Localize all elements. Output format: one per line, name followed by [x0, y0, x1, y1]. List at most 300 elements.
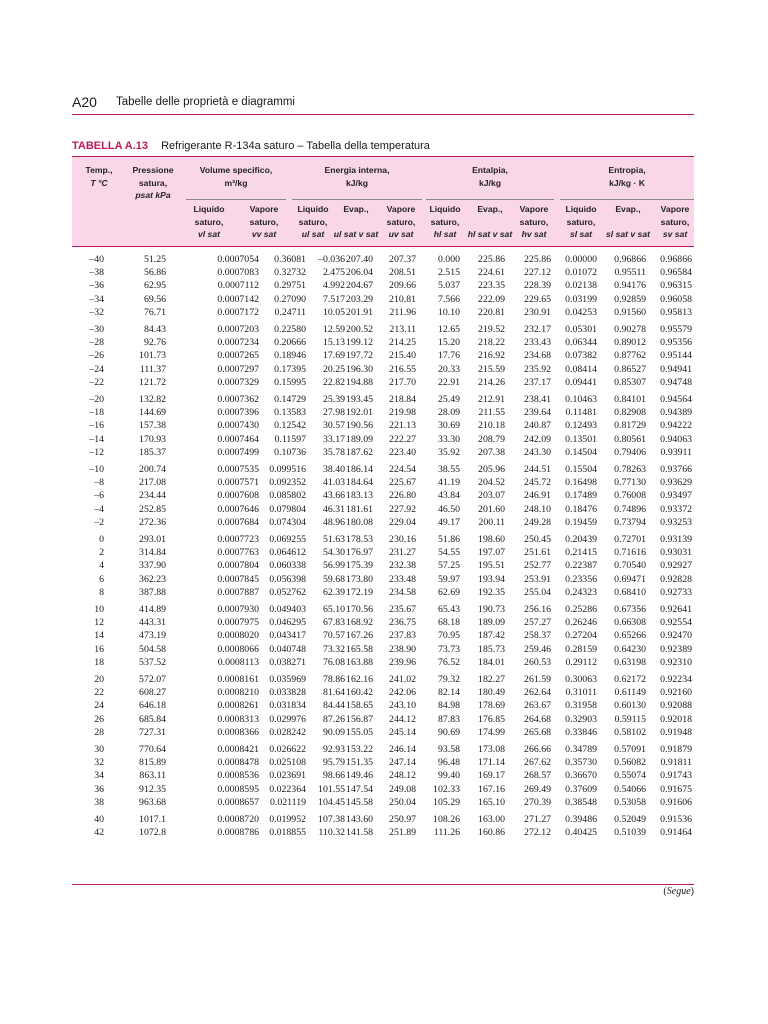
table-cell: 0.029976	[269, 713, 306, 725]
table-cell: 84.98	[437, 700, 460, 712]
table-cell: 0.90278	[614, 324, 646, 335]
table-cell: 56.99	[322, 560, 345, 572]
table-cell: 245.14	[389, 726, 416, 738]
table-cell: 265.68	[524, 726, 551, 738]
table-cell: 271.27	[524, 814, 551, 825]
table-cell: 201.91	[346, 306, 373, 318]
table-cell: 247.14	[389, 757, 416, 769]
table-cell: 0.38548	[565, 796, 597, 808]
table-cell: 1072.8	[139, 827, 166, 839]
table-cell: 243.10	[389, 700, 416, 712]
table-cell: 163.88	[346, 656, 373, 668]
table-cell: –24	[89, 363, 104, 375]
table-cell: 141.58	[346, 827, 373, 839]
table-cell: 121.72	[139, 376, 166, 388]
table-cell: 187.62	[346, 446, 373, 458]
table-cell: 230.16	[389, 534, 416, 545]
table-cell: 227.92	[389, 503, 416, 515]
table-cell: 0.0007845	[217, 573, 259, 585]
table-cell: 233.43	[524, 337, 551, 349]
table-cell: 76.71	[143, 306, 166, 318]
energy-group-rule	[292, 199, 422, 200]
table-cell: 0.15504	[565, 464, 597, 475]
table-cell: 0.0007723	[217, 534, 259, 545]
table-cell: 183.13	[346, 490, 373, 502]
table-cell: 250.04	[389, 796, 416, 808]
table-cell: 0.55074	[614, 770, 646, 782]
table-cell: 144.69	[139, 407, 166, 419]
table-cell: 0.049403	[269, 604, 306, 615]
table-cell: 0.96866	[660, 254, 692, 265]
table-cell: 0.0007362	[217, 394, 259, 405]
table-cell: 78.86	[322, 674, 345, 685]
table-cell: 248.10	[524, 503, 551, 515]
table-cell: 252.77	[524, 560, 551, 572]
table-cell: 0.92234	[660, 674, 692, 685]
table-cell: 10	[94, 604, 104, 615]
table-cell: 38.40	[322, 464, 345, 475]
table-cell: 0.0007083	[217, 267, 259, 279]
table-cell: –38	[89, 267, 104, 279]
table-cell: 220.81	[478, 306, 505, 318]
table-row	[0, 434, 768, 446]
table-cell: 0.33846	[565, 726, 597, 738]
table-cell: 207.40	[346, 254, 373, 265]
table-cell: 181.61	[346, 503, 373, 515]
table-cell: 0.80561	[614, 433, 646, 445]
table-cell: 263.67	[524, 700, 551, 712]
table-cell: 217.08	[139, 477, 166, 489]
table-cell: 0.36670	[565, 770, 597, 782]
table-cell: 0.018855	[269, 827, 306, 839]
table-cell: 231.27	[389, 547, 416, 559]
table-cell: 0.94176	[614, 280, 646, 292]
subheader-8: Vapore saturo, hv sat	[519, 204, 549, 239]
table-cell: –2	[94, 516, 104, 528]
table-cell: 56.86	[143, 267, 166, 279]
table-cell: 4.992	[322, 280, 345, 292]
table-cell: 259.46	[524, 643, 551, 655]
table-cell: 90.09	[322, 726, 345, 738]
table-cell: 15.20	[437, 337, 460, 349]
table-cell: 225.86	[524, 254, 551, 265]
table-cell: 0.25286	[565, 604, 597, 615]
table-cell: 207.38	[478, 446, 505, 458]
table-cell: 0.0008786	[217, 827, 259, 839]
table-cell: 36	[94, 783, 104, 795]
table-cell: –34	[89, 293, 104, 305]
subheader-9: Liquido saturo, sl sat	[565, 204, 597, 239]
table-cell: 272.36	[139, 516, 166, 528]
table-cell: 0.085802	[269, 490, 306, 502]
table-cell: 219.98	[389, 407, 416, 419]
table-cell: 0.91948	[660, 726, 692, 738]
table-row	[0, 814, 768, 826]
table-cell: 174.99	[478, 726, 505, 738]
table-cell: 235.92	[524, 363, 551, 375]
table-cell: 0.023691	[269, 770, 306, 782]
table-cell: 38	[94, 796, 104, 808]
table-cell: 243.30	[524, 446, 551, 458]
table-cell: 70.57	[322, 630, 345, 642]
table-cell: 0.01072	[565, 267, 597, 279]
table-cell: 208.79	[478, 433, 505, 445]
table-cell: 33.17	[322, 433, 345, 445]
table-cell: 229.04	[389, 516, 416, 528]
table-cell: 646.18	[139, 700, 166, 712]
table-cell: 30.69	[437, 420, 460, 432]
table-cell: 0.91606	[660, 796, 692, 808]
table-cell: 225.86	[478, 254, 505, 265]
table-cell: 18	[94, 656, 104, 668]
table-cell: 211.96	[389, 306, 416, 318]
table-cell: –20	[89, 394, 104, 405]
table-cell: 0.93253	[660, 516, 692, 528]
table-cell: 0.92554	[660, 617, 692, 629]
table-cell: 209.66	[389, 280, 416, 292]
table-cell: 0.79406	[614, 446, 646, 458]
table-cell: 12.59	[322, 324, 345, 335]
table-cell: 258.37	[524, 630, 551, 642]
table-cell: 173.08	[478, 744, 505, 755]
table-cell: 0.0007054	[217, 254, 259, 265]
table-cell: 0.34789	[565, 744, 597, 755]
table-cell: 0.87762	[614, 350, 646, 362]
table-row	[0, 574, 768, 586]
table-cell: 0.93911	[660, 446, 692, 458]
table-cell: 190.73	[478, 604, 505, 615]
table-cell: 0.0008720	[217, 814, 259, 825]
subheader-3: Liquido saturo, ul sat	[297, 204, 329, 239]
table-cell: 111.26	[433, 827, 460, 839]
table-cell: 207.37	[389, 254, 416, 265]
table-cell: 0.0007142	[217, 293, 259, 305]
table-cell: 0.0007646	[217, 503, 259, 515]
table-cell: 0.40425	[565, 827, 597, 839]
table-cell: 0.031834	[269, 700, 306, 712]
table-cell: 248.12	[389, 770, 416, 782]
table-cell: 0.86527	[614, 363, 646, 375]
volume-group-rule	[186, 199, 286, 200]
table-cell: 193.45	[346, 394, 373, 405]
table-row	[0, 420, 768, 432]
table-cell: 0.92859	[614, 293, 646, 305]
table-cell: 65.43	[437, 604, 460, 615]
table-cell: 226.80	[389, 490, 416, 502]
table-cell: 0.91560	[614, 306, 646, 318]
subheader-1: Liquido saturo, vl sat	[193, 204, 225, 239]
table-cell: 62.39	[322, 586, 345, 598]
table-cell: 195.51	[478, 560, 505, 572]
table-cell: 0.028242	[269, 726, 306, 738]
table-cell: –16	[89, 420, 104, 432]
table-row	[0, 714, 768, 726]
table-cell: 35.78	[322, 446, 345, 458]
table-cell: 214.26	[478, 376, 505, 388]
table-cell: 145.58	[346, 796, 373, 808]
table-cell: 175.39	[346, 560, 373, 572]
table-cell: 70.95	[437, 630, 460, 642]
table-cell: 0.70540	[614, 560, 646, 572]
table-cell: 314.84	[139, 547, 166, 559]
table-cell: 76.52	[437, 656, 460, 668]
table-cell: 0.0007608	[217, 490, 259, 502]
table-cell: 28	[94, 726, 104, 738]
table-cell: 0.08414	[565, 363, 597, 375]
table-cell: 0.0007396	[217, 407, 259, 419]
table-cell: 7.566	[437, 293, 460, 305]
table-cell: 165.10	[478, 796, 505, 808]
table-cell: 157.38	[139, 420, 166, 432]
table-cell: 0.092352	[269, 477, 306, 489]
table-cell: 201.60	[478, 503, 505, 515]
table-cell: 0.04253	[565, 306, 597, 318]
table-cell: 169.17	[478, 770, 505, 782]
table-row	[0, 324, 768, 336]
table-cell: 0.033828	[269, 687, 306, 699]
table-cell: 180.08	[346, 516, 373, 528]
table-cell: 41.19	[437, 477, 460, 489]
table-cell: 223.35	[478, 280, 505, 292]
table-cell: 770.64	[139, 744, 166, 755]
table-cell: 35.92	[437, 446, 460, 458]
table-cell: 54.30	[322, 547, 345, 559]
table-cell: 0.14729	[274, 394, 306, 405]
table-cell: 87.83	[437, 713, 460, 725]
table-cell: 0.022364	[269, 783, 306, 795]
table-cell: 232.38	[389, 560, 416, 572]
table-cell: 0.0007297	[217, 363, 259, 375]
table-cell: 216.92	[478, 350, 505, 362]
table-cell: 0.32903	[565, 713, 597, 725]
table-cell: 0.94389	[660, 407, 692, 419]
table-cell: 62.69	[437, 586, 460, 598]
table-cell: 537.52	[139, 656, 166, 668]
table-cell: 0.29112	[565, 656, 597, 668]
table-cell: 32	[94, 757, 104, 769]
table-cell: 0.27204	[565, 630, 597, 642]
table-header-rule	[72, 246, 694, 247]
table-cell: 210.18	[478, 420, 505, 432]
table-cell: 233.48	[389, 573, 416, 585]
table-cell: 963.68	[139, 796, 166, 808]
table-cell: 0.0007172	[217, 306, 259, 318]
table-cell: 0.040748	[269, 643, 306, 655]
table-cell: 96.48	[437, 757, 460, 769]
table-cell: 0.93766	[660, 464, 692, 475]
table-cell: 0.22387	[565, 560, 597, 572]
table-cell: 0.94564	[660, 394, 692, 405]
table-cell: 0.16498	[565, 477, 597, 489]
subheader-10: Evap., sl sat v sat	[606, 204, 650, 239]
table-cell: 414.89	[139, 604, 166, 615]
table-cell: 473.19	[139, 630, 166, 642]
table-cell: 0.78263	[614, 464, 646, 475]
table-cell: 0.0007203	[217, 324, 259, 335]
table-cell: –0.036	[318, 254, 345, 265]
table-cell: 0.026622	[269, 744, 306, 755]
table-row	[0, 407, 768, 419]
table-cell: 151.35	[346, 757, 373, 769]
page-number: A20	[72, 94, 97, 110]
table-cell: 0.038271	[269, 656, 306, 668]
table-cell: 203.07	[478, 490, 505, 502]
table-cell: 16	[94, 643, 104, 655]
table-cell: 217.70	[389, 376, 416, 388]
table-cell: –12	[89, 446, 104, 458]
table-cell: 0.0008113	[217, 656, 259, 668]
table-cell: 184.01	[478, 656, 505, 668]
table-cell: 0.0008478	[217, 757, 259, 769]
table-cell: 218.22	[478, 337, 505, 349]
table-label: TABELLA A.13	[72, 140, 148, 152]
table-cell: 0.18946	[274, 350, 306, 362]
table-cell: 92.76	[143, 337, 166, 349]
table-cell: 0.26246	[565, 617, 597, 629]
table-cell: 224.61	[478, 267, 505, 279]
table-cell: 0.39486	[565, 814, 597, 825]
table-cell: 0.0007684	[217, 516, 259, 528]
table-cell: 0.074304	[269, 516, 306, 528]
table-cell: –40	[89, 254, 104, 265]
table-cell: 165.58	[346, 643, 373, 655]
table-cell: 0.13501	[565, 433, 597, 445]
table-cell: 236.75	[389, 617, 416, 629]
table-cell: 43.84	[437, 490, 460, 502]
table-cell: 14	[94, 630, 104, 642]
table-cell: 0.67356	[614, 604, 646, 615]
header-temp: Temp., T °C	[85, 165, 113, 188]
table-cell: 0.0007975	[217, 617, 259, 629]
table-cell: 0.94222	[660, 420, 692, 432]
table-cell: 0.0008657	[217, 796, 259, 808]
table-cell: 0.57091	[614, 744, 646, 755]
table-row	[0, 464, 768, 476]
table-cell: 0.0007763	[217, 547, 259, 559]
table-cell: 246.91	[524, 490, 551, 502]
table-cell: 0.12542	[274, 420, 306, 432]
table-cell: 253.91	[524, 573, 551, 585]
table-cell: 51.86	[437, 534, 460, 545]
table-cell: 5.037	[437, 280, 460, 292]
header-energy: Energia interna, kJ/kg	[324, 165, 390, 188]
table-cell: 0.60130	[614, 700, 646, 712]
table-cell: 0.64230	[614, 643, 646, 655]
table-cell: 262.64	[524, 687, 551, 699]
table-cell: 0.68410	[614, 586, 646, 598]
table-cell: 0.93139	[660, 534, 692, 545]
table-cell: 0.93497	[660, 490, 692, 502]
table-cell: 0.09441	[565, 376, 597, 388]
table-cell: 40	[94, 814, 104, 825]
table-cell: 193.94	[478, 573, 505, 585]
table-cell: 30	[94, 744, 104, 755]
table-cell: 200.52	[346, 324, 373, 335]
table-cell: 0.22580	[274, 324, 306, 335]
table-cell: 0.069255	[269, 534, 306, 545]
table-cell: 221.13	[389, 420, 416, 432]
table-row	[0, 770, 768, 782]
table-cell: 0.91879	[660, 744, 692, 755]
table-cell: 0.13583	[274, 407, 306, 419]
table-cell: 180.49	[478, 687, 505, 699]
table-cell: 0.0008313	[217, 713, 259, 725]
table-cell: 90.69	[437, 726, 460, 738]
table-cell: 101.55	[318, 783, 345, 795]
table-cell: 197.72	[346, 350, 373, 362]
table-cell: 0.69471	[614, 573, 646, 585]
table-cell: 62.95	[143, 280, 166, 292]
table-cell: 73.73	[437, 643, 460, 655]
table-cell: 51.25	[143, 254, 166, 265]
table-cell: 0.89012	[614, 337, 646, 349]
table-row	[0, 517, 768, 529]
table-cell: –6	[94, 490, 104, 502]
table-cell: 12.65	[437, 324, 460, 335]
table-cell: 22.91	[437, 376, 460, 388]
table-cell: 0.31958	[565, 700, 597, 712]
table-cell: 208.51	[389, 267, 416, 279]
table-cell: 6	[99, 573, 104, 585]
table-cell: 0.92018	[660, 713, 692, 725]
table-cell: 267.62	[524, 757, 551, 769]
table-cell: 0.96584	[660, 267, 692, 279]
table-cell: 0.32732	[274, 267, 306, 279]
table-cell: 0.0007234	[217, 337, 259, 349]
table-cell: 184.64	[346, 477, 373, 489]
table-cell: 212.91	[478, 394, 505, 405]
table-cell: 0.31011	[565, 687, 597, 699]
table-cell: 0.060338	[269, 560, 306, 572]
table-cell: 215.40	[389, 350, 416, 362]
table-cell: 0.043417	[269, 630, 306, 642]
table-cell: 0.76008	[614, 490, 646, 502]
table-cell: 0.0007265	[217, 350, 259, 362]
table-cell: 0.77130	[614, 477, 646, 489]
table-cell: 261.59	[524, 674, 551, 685]
table-row	[0, 757, 768, 769]
table-row	[0, 377, 768, 389]
table-cell: 20.25	[322, 363, 345, 375]
table-cell: 0.59115	[614, 713, 646, 725]
table-cell: 0.91811	[660, 757, 692, 769]
table-cell: 727.31	[139, 726, 166, 738]
table-cell: 12	[94, 617, 104, 629]
table-cell: 250.45	[524, 534, 551, 545]
table-cell: 0.17489	[565, 490, 597, 502]
table-cell: 0.54066	[614, 783, 646, 795]
table-cell: 95.79	[322, 757, 345, 769]
table-row	[0, 657, 768, 669]
table-cell: 0.0007430	[217, 420, 259, 432]
table-cell: 337.90	[139, 560, 166, 572]
table-row	[0, 307, 768, 319]
table-cell: 211.55	[478, 407, 505, 419]
table-cell: 239.96	[389, 656, 416, 668]
table-cell: 0.94748	[660, 376, 692, 388]
table-cell: 0.0007112	[217, 280, 259, 292]
table-cell: 93.58	[437, 744, 460, 755]
table-cell: 168.92	[346, 617, 373, 629]
table-row	[0, 797, 768, 809]
table-cell: 20.33	[437, 363, 460, 375]
table-cell: 251.61	[524, 547, 551, 559]
table-cell: 87.26	[322, 713, 345, 725]
table-cell: 218.84	[389, 394, 416, 405]
table-cell: 234.68	[524, 350, 551, 362]
table-cell: 15.13	[322, 337, 345, 349]
table-cell: 0.17395	[274, 363, 306, 375]
